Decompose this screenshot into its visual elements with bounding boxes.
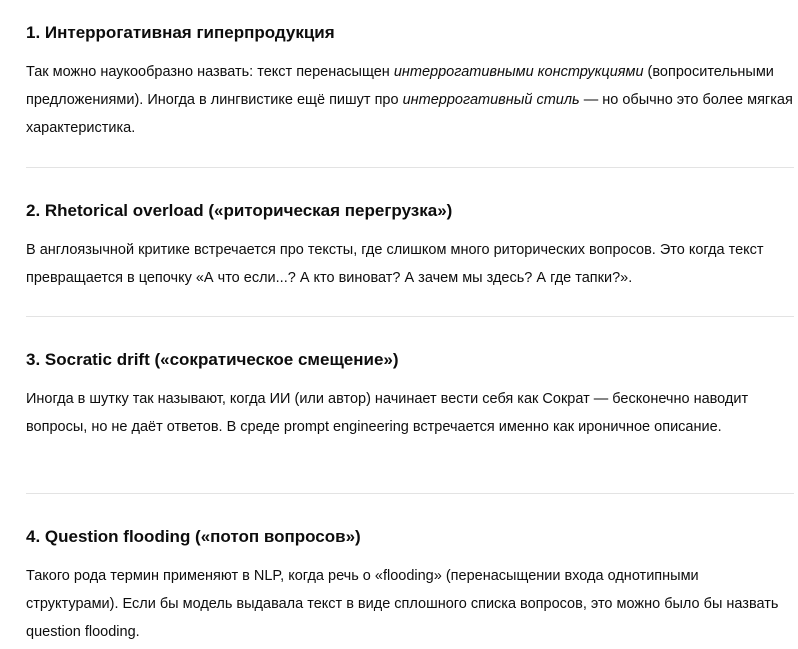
paragraph-emphasis: интеррогативный стиль [402,92,580,108]
section-rhetorical-overload [26,200,794,292]
section-paragraph [26,58,794,142]
section-paragraph: Такого рода термин применяют в NLP, когда речь о «flooding» (перенасыщении входа однотипными структурами). Если бы модель выдавала текст в виде сплошного списка вопросов, это можно было бы назвать question flooding. [26,568,779,640]
paragraph-text: Так можно наукообразно назвать: текст перенасыщен [26,64,394,80]
section-heading: 1. Интеррогативная гиперпродукция [26,23,335,42]
section-divider [26,167,794,168]
section-heading: 3. Socratic drift («сократическое смещение») [26,350,399,369]
section-paragraph: В англоязычной критике встречается про тексты, где слишком много риторических вопросов. Это когда текст превращается в цепочку «А что если...? А кто виноват? А зачем мы здесь? А где тапки?». [26,242,764,286]
section-heading: 2. Rhetorical overload («риторическая перегрузка») [26,201,453,220]
paragraph-text: — но обычно это более мягкая характеристика. [26,92,793,136]
section-divider [26,493,794,494]
section-heading: 4. Question flooding («потоп вопросов») [26,527,361,546]
section-divider [26,316,794,317]
paragraph-text: (вопросительными предложениями). Иногда в лингвистике ещё пишут про [26,64,774,108]
section-paragraph: Иногда в шутку так называют, когда ИИ (или автор) начинает вести себя как Сократ — бесконечно наводит вопросы, но не даёт ответов. В среде prompt engineering встречается именно как ироничное описание. [26,391,749,435]
paragraph-emphasis: интеррогативными конструкциями [393,64,644,80]
section-socratic-drift [26,349,794,441]
section-question-flooding [26,526,794,646]
section-interrogative-hyperproduction [26,22,794,142]
